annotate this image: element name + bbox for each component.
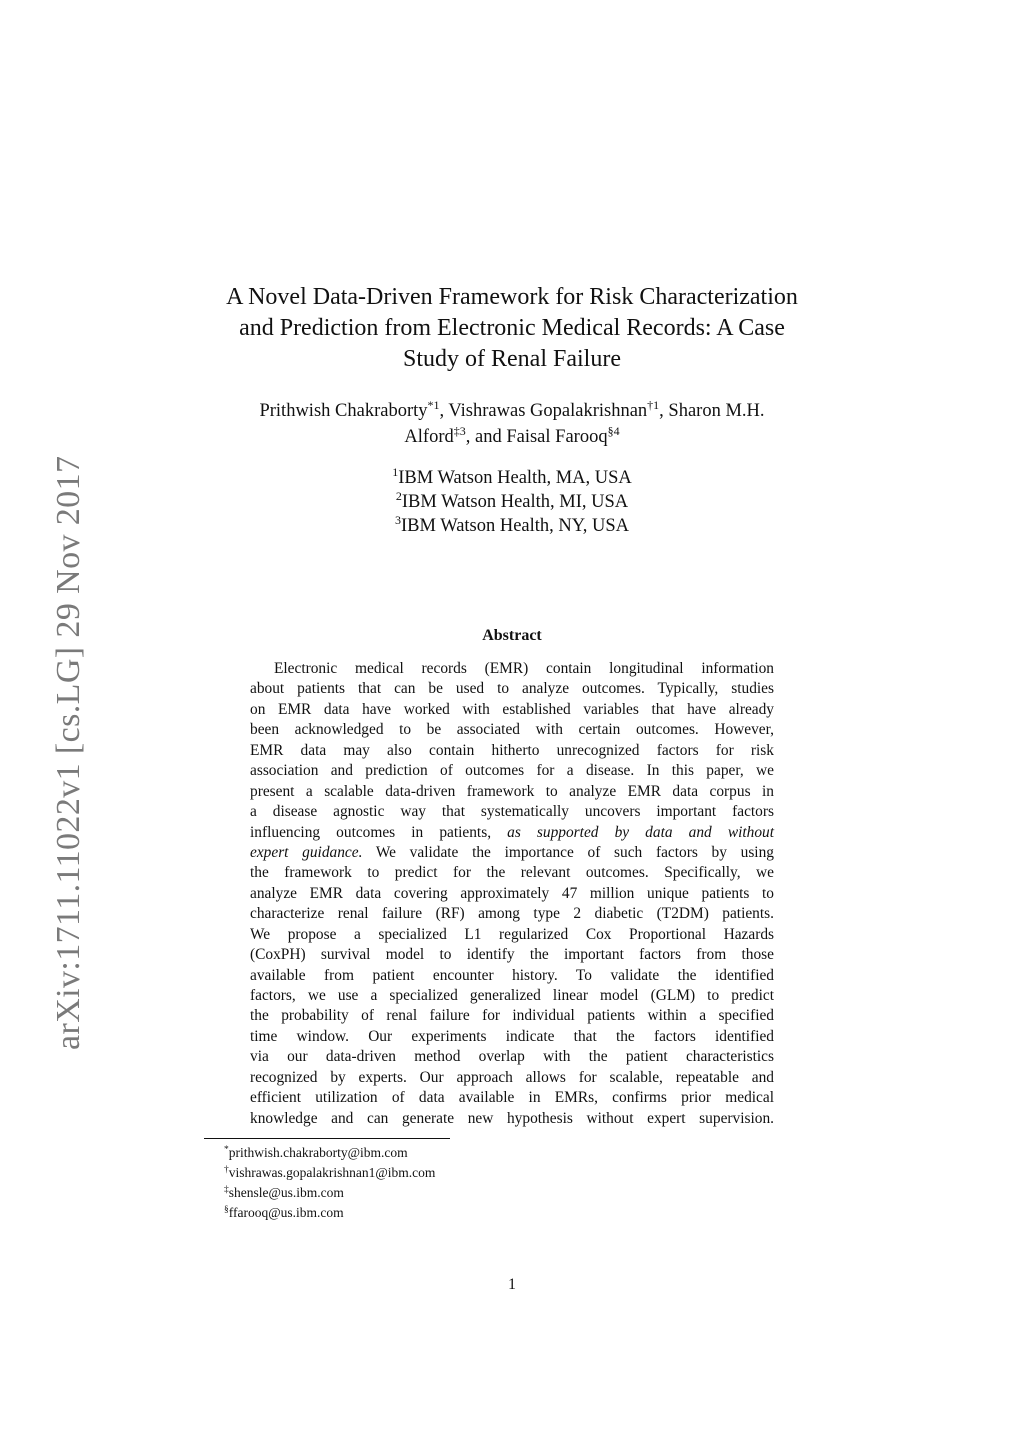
abstract-line: time window. Our experiments indicate that the factors identified — [250, 1027, 774, 1045]
abstract-line: (CoxPH) survival model to identify the important factors from those — [250, 946, 774, 964]
abstract-line: knowledge and can generate new hypothesis without expert supervision. — [250, 1109, 774, 1127]
author-mark: *1 — [427, 398, 440, 412]
author-mark: †1 — [647, 398, 660, 412]
author-line-2: Alford$^{\ddagger 3}$, and Faisal Farooq$^{\S 4}$ — [404, 424, 620, 447]
footnote-email: shensle@us.ibm.com — [228, 1185, 344, 1200]
title-line-2: and Prediction from Electronic Medical Records: A Case — [239, 315, 785, 341]
abstract-line: association and prediction of outcomes for a disease. In this paper, we — [250, 762, 774, 780]
footnote-item — [224, 1163, 624, 1183]
author-mark: §4 — [607, 424, 620, 438]
affiliation-item — [262, 490, 762, 514]
abstract-text: We validate the importance of such factors by using — [362, 843, 774, 861]
author-mark: ‡3 — [453, 424, 466, 438]
author-name: Prithwish Chakraborty — [259, 401, 428, 421]
footnote-item — [224, 1143, 624, 1163]
affiliation-number: 2 — [395, 489, 402, 503]
footnote-email: prithwish.chakraborty@ibm.com — [228, 1145, 408, 1160]
abstract-line: been acknowledged to be associated with certain outcomes. However, — [250, 721, 774, 739]
abstract-line: present a scalable data-driven framework to analyze EMR data corpus in — [250, 782, 774, 800]
affiliation-text: IBM Watson Health, MI, USA — [401, 492, 629, 512]
abstract-line — [250, 823, 774, 843]
title-line-3: Study of Renal Failure — [403, 346, 621, 372]
author-name: Vishrawas Gopalakrishnan — [448, 401, 648, 421]
affiliation-item — [262, 514, 762, 538]
abstract-emphasis: expert guidance. — [250, 843, 363, 861]
page-number: 1 — [508, 1276, 516, 1293]
abstract-line — [250, 843, 774, 863]
footnote-item — [224, 1203, 624, 1223]
abstract-line: via our data-driven method overlap with the patient characteristics — [250, 1048, 774, 1066]
paper-title — [170, 282, 854, 375]
title-line-1: A Novel Data-Driven Framework for Risk Characterization — [226, 284, 798, 310]
author-list — [160, 398, 864, 450]
abstract-line: the probability of renal failure for individual patients within a specified — [250, 1007, 774, 1025]
arxiv-identifier-text: arXiv:1711.11022v1 [cs.LG] 29 Nov 2017 — [50, 455, 87, 1050]
footnote-email: vishrawas.gopalakrishnan1@ibm.com — [228, 1165, 436, 1180]
affiliation-number: 1 — [392, 465, 399, 479]
author-connector: and — [475, 427, 502, 447]
abstract-line: factors, we use a specialized generalized linear model (GLM) to predict — [250, 987, 774, 1004]
abstract-line: available from patient encounter history. To validate the identified — [250, 966, 774, 984]
affiliation-item — [262, 466, 762, 490]
abstract-line: analyze EMR data covering approximately 47 million unique patients to — [250, 884, 774, 902]
author-name: Sharon M.H. — [668, 401, 765, 421]
footnote-mark: § — [224, 1205, 229, 1215]
abstract-line: efficient utilization of data available in EMRs, confirms prior medical — [250, 1089, 774, 1107]
arxiv-identifier-stamp — [0, 0, 87, 1448]
footnote-email: ffarooq@us.ibm.com — [228, 1205, 344, 1220]
author-name: Alford — [404, 427, 454, 447]
abstract-heading: Abstract — [482, 627, 542, 644]
footnote-mark: † — [224, 1165, 229, 1175]
abstract-line: the framework to predict for the relevant outcomes. Specifically, we — [250, 864, 774, 882]
abstract-line: characterize renal failure (RF) among type 2 diabetic (T2DM) patients. — [250, 905, 774, 923]
footnote-mark: ‡ — [224, 1185, 229, 1195]
abstract-text: influencing outcomes in patients, — [250, 823, 492, 841]
affiliation-list — [262, 466, 762, 538]
footnote-list — [224, 1143, 624, 1223]
affiliation-text: IBM Watson Health, MA, USA — [398, 468, 632, 488]
abstract-line: Electronic medical records (EMR) contain longitudinal information — [274, 660, 774, 677]
abstract-line: a disease agnostic way that systematically uncovers important factors — [250, 803, 774, 821]
abstract-line: EMR data may also contain hitherto unrecognized factors for risk — [250, 741, 774, 759]
abstract-line: about patients that can be used to analyze outcomes. Typically, studies — [250, 680, 774, 698]
footnote-item — [224, 1183, 624, 1203]
affiliation-number: 3 — [394, 513, 401, 527]
abstract-line: We propose a specialized L1 regularized Cox Proportional Hazards — [250, 925, 774, 943]
footnote-divider — [204, 1138, 450, 1139]
author-name: Faisal Farooq — [506, 427, 608, 447]
abstract-body — [250, 659, 774, 1129]
abstract-line: on EMR data have worked with established variables that have already — [250, 700, 774, 718]
abstract-emphasis: as supported by data and without — [507, 823, 774, 841]
affiliation-text: IBM Watson Health, NY, USA — [400, 516, 630, 536]
author-line-1: Prithwish Chakraborty$^{*1}$, Vishrawas Gopalakrishnan$^{\dagger 1}$, Sharon M.H. — [259, 398, 765, 421]
abstract-line: recognized by experts. Our approach allows for scalable, repeatable and — [250, 1068, 774, 1086]
footnote-mark: * — [224, 1145, 229, 1155]
